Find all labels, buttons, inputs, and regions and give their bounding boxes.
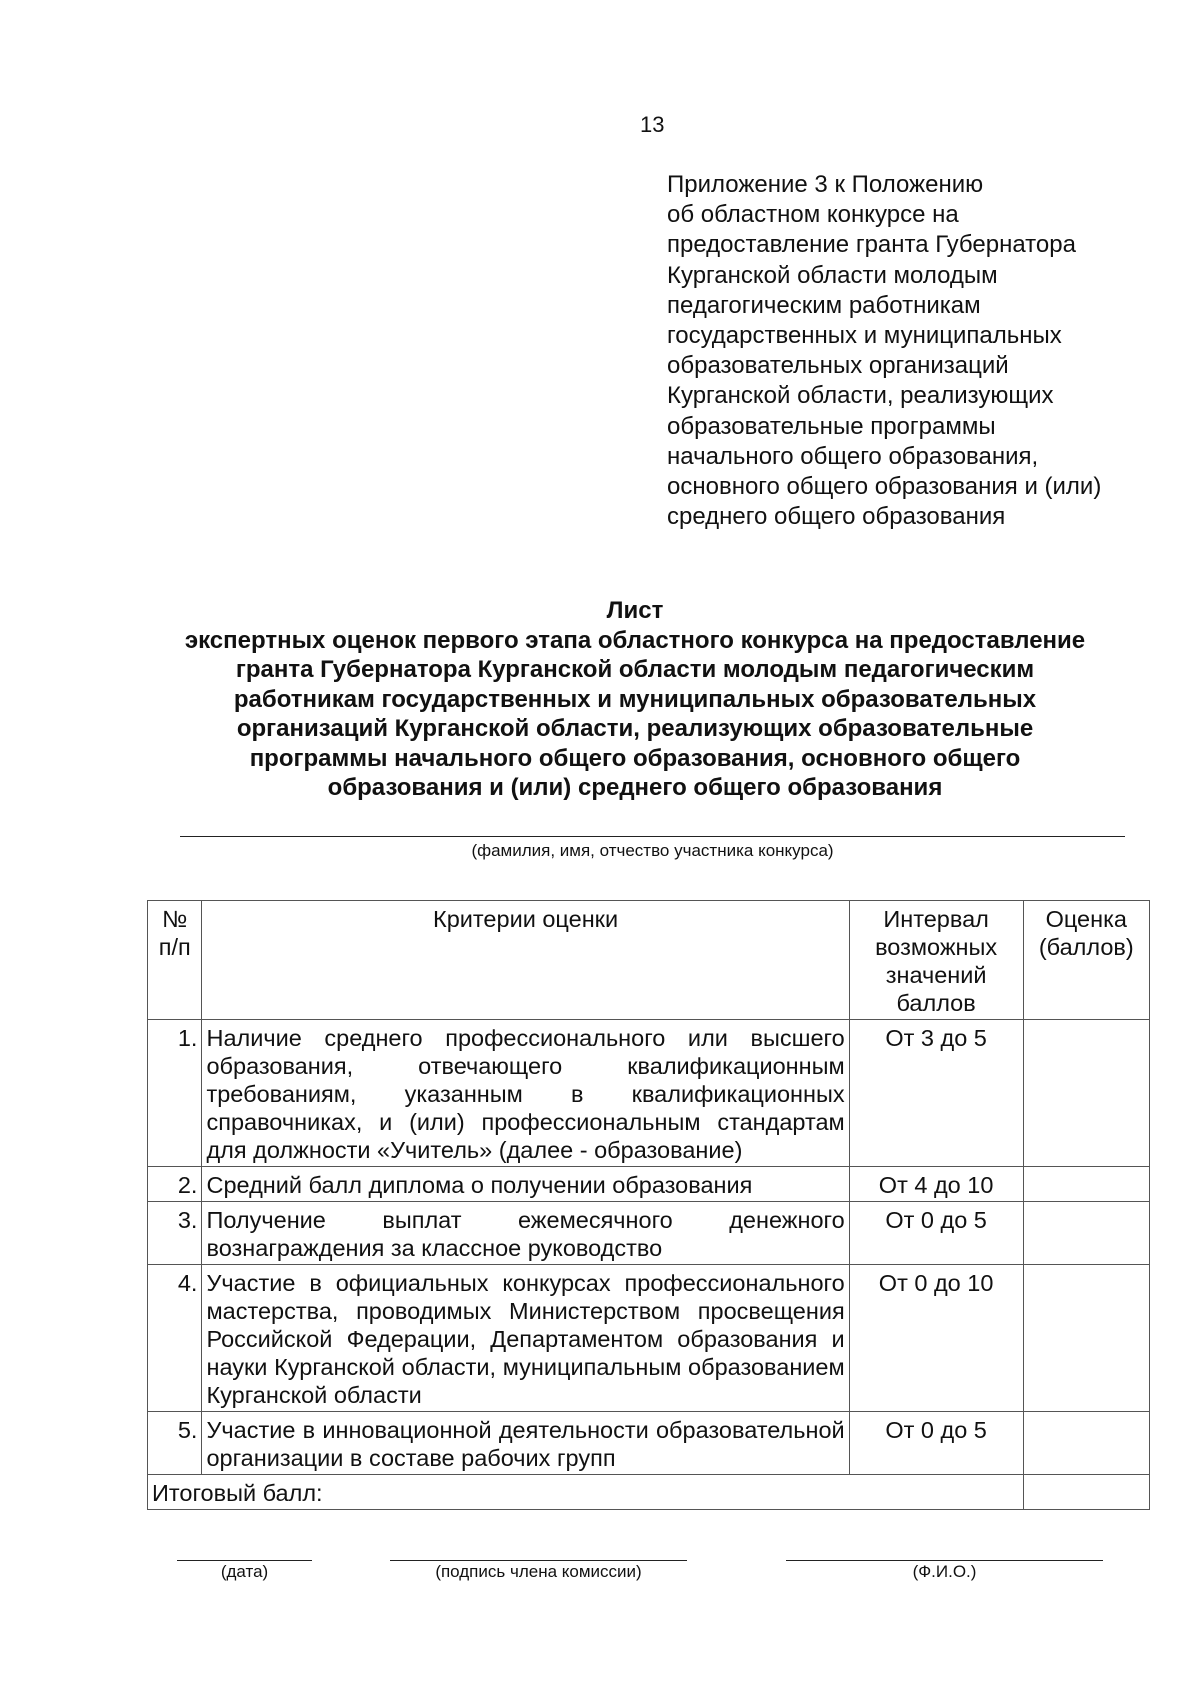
date-caption: (дата) [220,1562,269,1581]
appendix-line: Курганской области, реализующих [667,382,1054,410]
title-line: экспертных оценок первого этапа областного конкурса на предоставление [184,626,1086,654]
title-line: организаций Курганской области, реализующих образовательные [236,715,1034,742]
title-line: программы начального общего образования, основного общего [249,744,1021,772]
total-score-value [1023,1475,1149,1510]
row-criteria: Участие в инновационной деятельности образовательной организации в составе рабочих групп [202,1412,849,1475]
participant-name-caption: (фамилия, имя, отчество участника конкурса) [471,841,834,860]
header-range: Интервал возможных значений баллов [849,901,1023,1020]
appendix-line: среднего общего образования [667,503,1006,531]
title-line: гранта Губернатора Курганской области молодым педагогическим [235,656,1035,683]
row-criteria: Наличие среднего профессионального или высшего образования, отвечающего квалификационным требованиям, указанным в квалификационных справочниках, и (или) профессиональным стандартам для должности «Учитель» (далее - образование) [202,1020,849,1167]
row-score [1023,1167,1149,1202]
full-name-caption: (Ф.И.О.) [912,1562,977,1581]
table-row [148,1167,1150,1202]
row-number: 4. [148,1265,202,1412]
appendix-line: образовательные программы [667,412,996,440]
appendix-line: об областном конкурсе на [667,201,959,229]
appendix-line: начального общего образования, [667,442,1039,470]
row-criteria: Получение выплат ежемесячного денежного вознаграждения за классное руководство [202,1202,849,1265]
appendix-reference [667,170,1187,532]
participant-name-line [180,836,1125,837]
header-number: № п/п [148,901,202,1020]
title-heading: Лист [606,597,664,624]
row-range: От 0 до 10 [849,1265,1023,1412]
row-score [1023,1412,1149,1475]
table-header-row [148,901,1150,1020]
row-number: 3. [148,1202,202,1265]
title-line: работникам государственных и муниципальных образовательных [233,685,1037,713]
appendix-line: предоставление гранта Губернатора [667,231,1076,259]
title-line: образования и (или) среднего общего образования [327,774,943,801]
row-range: От 0 до 5 [849,1202,1023,1265]
row-range: От 3 до 5 [849,1020,1023,1167]
row-criteria: Средний балл диплома о получении образования [202,1167,849,1202]
header-score: Оценка (баллов) [1023,901,1149,1020]
appendix-line: образовательных организаций [667,352,1009,380]
table-row [148,1412,1150,1475]
row-range: От 4 до 10 [849,1167,1023,1202]
appendix-line: государственных и муниципальных [667,322,1062,350]
table-total-row [148,1475,1150,1510]
row-score [1023,1202,1149,1265]
row-range: От 0 до 5 [849,1412,1023,1475]
appendix-line: Приложение 3 к Положению [667,171,984,198]
table-row [148,1020,1150,1167]
header-criteria: Критерии оценки [202,901,849,1020]
row-number: 2. [148,1167,202,1202]
row-score [1023,1020,1149,1167]
appendix-line: Курганской области молодым [667,261,998,289]
document-title [130,596,1140,803]
row-score [1023,1265,1149,1412]
appendix-line: основного общего образования и (или) [667,473,1102,501]
table-row [148,1265,1150,1412]
date-line [177,1560,312,1561]
page-number: 13 [640,112,665,137]
row-number: 5. [148,1412,202,1475]
total-score-label: Итоговый балл: [148,1475,1024,1510]
appendix-line: педагогическим работникам [667,291,981,319]
evaluation-table [147,900,1150,1510]
row-number: 1. [148,1020,202,1167]
row-criteria: Участие в официальных конкурсах профессионального мастерства, проводимых Министерством просвещения Российской Федерации, Департаментом образования и науки Курганской области, муниципальным образованием Курганской области [202,1265,849,1412]
signature-caption: (подпись члена комиссии) [435,1562,642,1581]
table-row [148,1202,1150,1265]
signature-line [390,1560,687,1561]
full-name-line [786,1560,1103,1561]
